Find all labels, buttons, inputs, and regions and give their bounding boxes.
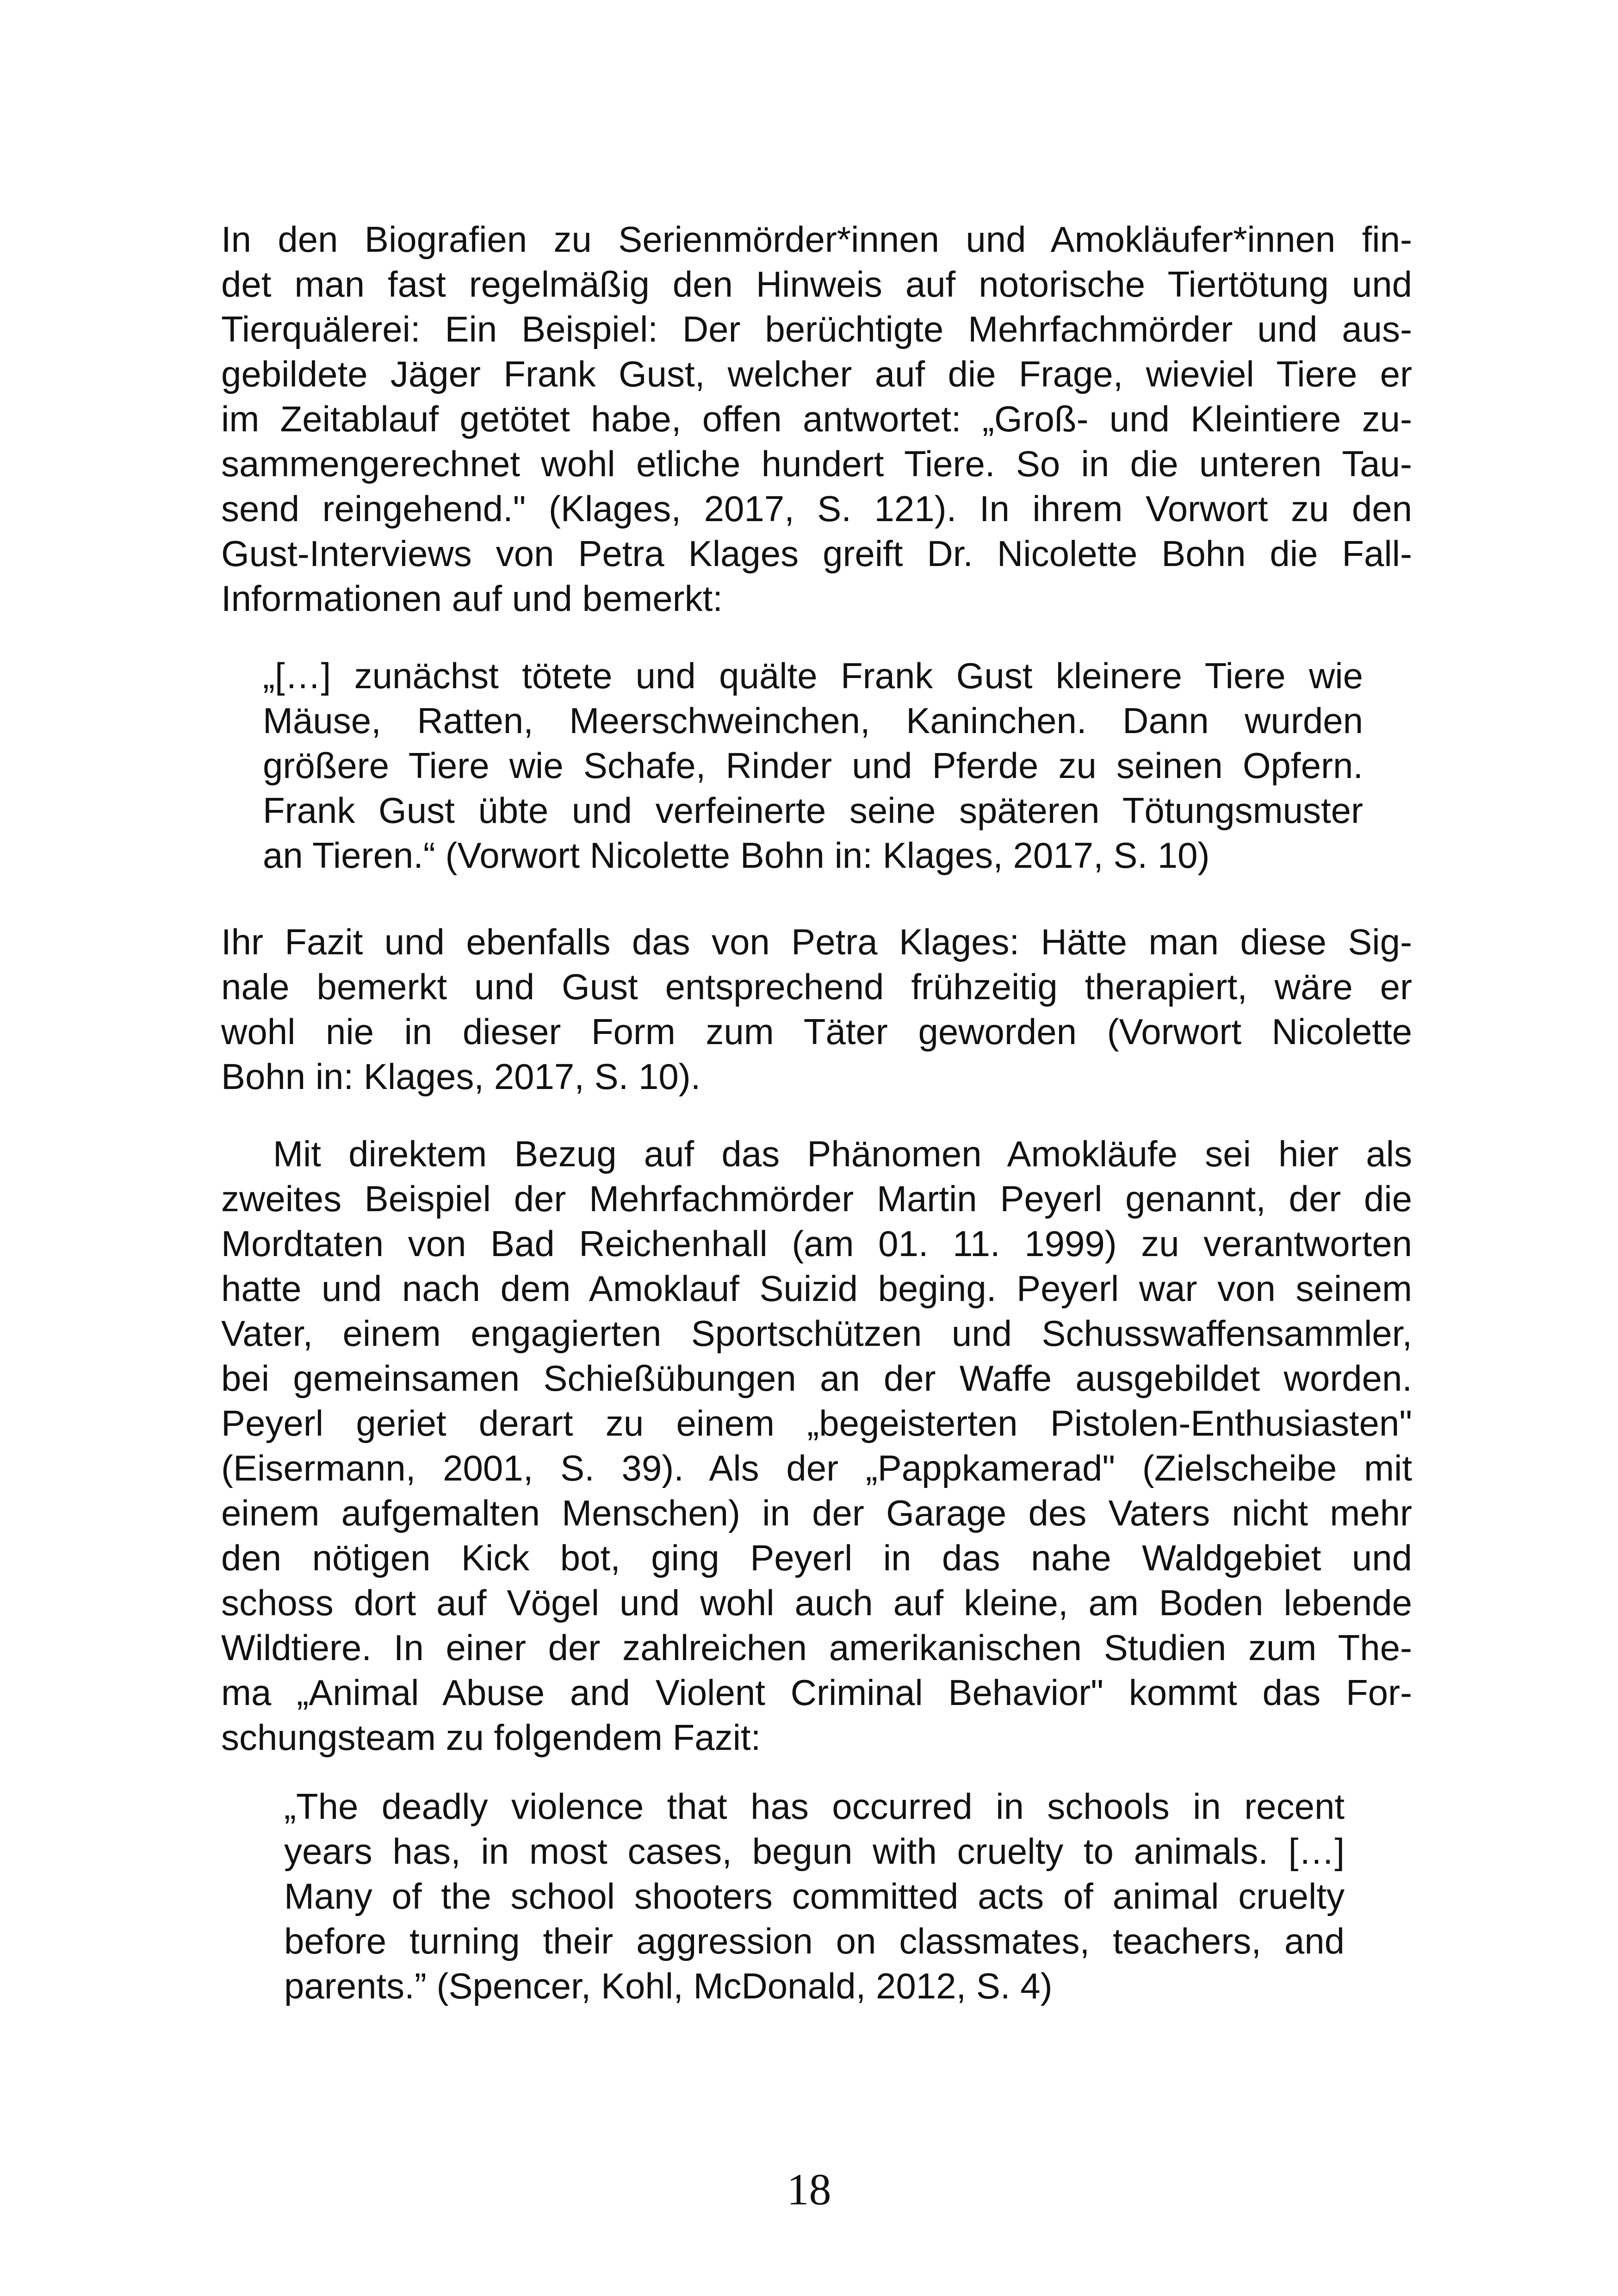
text-line: Ihr Fazit und ebenfalls das von Petra Klages: Hätte man diese Sig- xyxy=(221,921,1412,962)
text-line: Tierquälerei: Ein Beispiel: Der berüchtigte Mehrfachmörder und aus- xyxy=(221,309,1412,349)
quote-line: „[…] zunächst tötete und quälte Frank Gust kleinere Tiere wie xyxy=(263,655,1363,696)
text-line: gebildete Jäger Frank Gust, welcher auf die Frage, wieviel Tiere er xyxy=(221,354,1412,394)
quote-line: Many of the school shooters committed acts of animal cruelty xyxy=(284,1876,1345,1916)
text-line: schungsteam zu folgendem Fazit: xyxy=(221,1717,761,1758)
text-line: Bohn in: Klages, 2017, S. 10). xyxy=(221,1056,701,1097)
text-line: sammengerechnet wohl etliche hundert Tiere. So in die unteren Tau- xyxy=(221,443,1412,484)
quote-line: größere Tiere wie Schafe, Rinder und Pferde zu seinen Opfern. xyxy=(263,745,1363,786)
quote-line: Frank Gust übte und verfeinerte seine späteren Tötungsmuster xyxy=(263,790,1363,831)
text-line: Gust-Interviews von Petra Klages greift Dr. Nicolette Bohn die Fall- xyxy=(221,533,1412,574)
quote-line: „The deadly violence that has occurred in schools in recent xyxy=(284,1786,1345,1827)
text-line: Mordtaten von Bad Reichenhall (am 01. 11. 1999) zu verantworten xyxy=(221,1223,1412,1264)
text-line: den nötigen Kick bot, ging Peyerl in das nahe Waldgebiet und xyxy=(221,1537,1412,1578)
quote-line: parents.” (Spencer, Kohl, McDonald, 2012, S. 4) xyxy=(284,1966,1053,2006)
text-line: In den Biografien zu Serienmörder*innen und Amokläufer*innen fin- xyxy=(221,219,1412,260)
text-line: bei gemeinsamen Schießübungen an der Waffe ausgebildet worden. xyxy=(221,1358,1412,1399)
paragraph-2 xyxy=(221,920,1412,1099)
text-line: einem aufgemalten Menschen) in der Garage des Vaters nicht mehr xyxy=(221,1493,1412,1533)
quote-line: Mäuse, Ratten, Meerschweinchen, Kaninchen. Dann wurden xyxy=(263,700,1363,741)
text-line: send reingehend." (Klages, 2017, S. 121). In ihrem Vorwort zu den xyxy=(221,488,1412,529)
text-line: Wildtiere. In einer der zahlreichen amerikanischen Studien zum The- xyxy=(221,1627,1412,1668)
text-line: ma „Animal Abuse and Violent Criminal Behavior" kommt das For- xyxy=(221,1672,1412,1713)
page-number: 18 xyxy=(787,2165,831,2214)
quote-line: years has, in most cases, begun with cruelty to animals. […] xyxy=(284,1831,1345,1872)
text-line: det man fast regelmäßig den Hinweis auf notorische Tiertötung und xyxy=(221,264,1412,305)
text-line: zweites Beispiel der Mehrfachmörder Martin Peyerl genannt, der die xyxy=(221,1178,1412,1219)
text-line: hatte und nach dem Amoklauf Suizid beging. Peyerl war von seinem xyxy=(221,1268,1412,1309)
block-quote-1 xyxy=(263,653,1363,878)
text-line: nale bemerkt und Gust entsprechend frühzeitig therapiert, wäre er xyxy=(221,966,1412,1007)
paragraph-1 xyxy=(221,217,1412,621)
text-line: Informationen auf und bemerkt: xyxy=(221,578,723,619)
text-line: (Eisermann, 2001, S. 39). Als der „Pappkamerad" (Zielscheibe mit xyxy=(221,1448,1412,1488)
text-line: Vater, einem engagierten Sportschützen und Schusswaffensammler, xyxy=(221,1313,1412,1354)
text-line: wohl nie in dieser Form zum Täter geworden (Vorwort Nicolette xyxy=(221,1011,1412,1052)
paragraph-3 xyxy=(221,1132,1412,1760)
text-line: Mit direktem Bezug auf das Phänomen Amokläufe sei hier als xyxy=(273,1133,1412,1174)
text-line: im Zeitablauf getötet habe, offen antwortet: „Groß- und Kleintiere zu- xyxy=(221,398,1412,439)
quote-line: before turning their aggression on classmates, teachers, and xyxy=(284,1921,1345,1961)
quote-line: an Tieren.“ (Vorwort Nicolette Bohn in: Klages, 2017, S. 10) xyxy=(263,835,1210,876)
text-line: schoss dort auf Vögel und wohl auch auf kleine, am Boden lebende xyxy=(221,1582,1412,1623)
text-line: Peyerl geriet derart zu einem „begeisterten Pistolen-Enthusiasten" xyxy=(221,1403,1412,1444)
block-quote-2 xyxy=(284,1784,1345,2009)
